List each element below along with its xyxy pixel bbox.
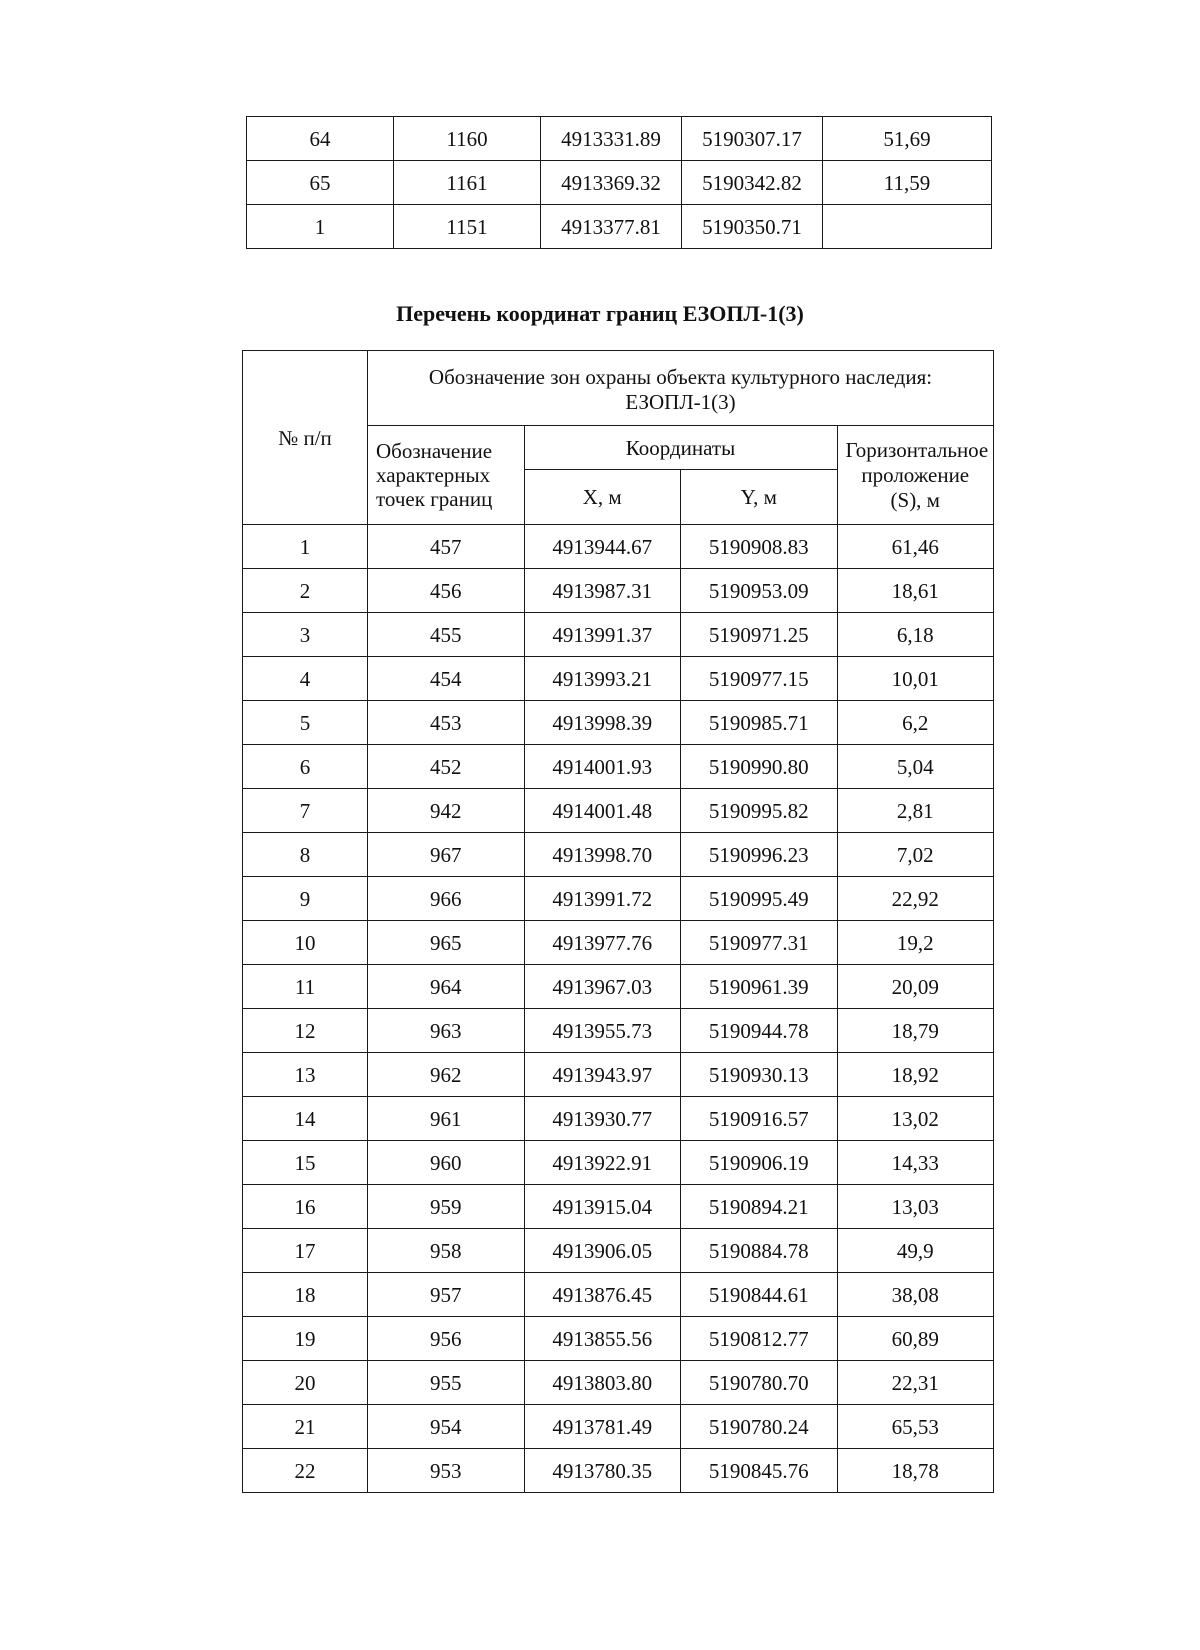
cell-y: 5190995.82 (681, 789, 838, 833)
cell-y: 5190894.21 (681, 1185, 838, 1229)
previous-coordinates-table-body (247, 117, 992, 249)
cell-distance: 38,08 (837, 1273, 994, 1317)
cell-point-id: 452 (368, 745, 525, 789)
cell-x: 4913377.81 (541, 205, 682, 249)
table-row (243, 745, 994, 789)
cell-x: 4913855.56 (524, 1317, 681, 1361)
cell-row-number: 9 (243, 877, 368, 921)
cell-y: 5190342.82 (682, 161, 823, 205)
cell-y: 5190961.39 (681, 965, 838, 1009)
cell-point-id: 957 (368, 1273, 525, 1317)
cell-row-number: 64 (247, 117, 394, 161)
table-row (247, 117, 992, 161)
cell-x: 4913998.39 (524, 701, 681, 745)
table-row (243, 1097, 994, 1141)
cell-x: 4913930.77 (524, 1097, 681, 1141)
cell-row-number: 8 (243, 833, 368, 877)
cell-point-id: 959 (368, 1185, 525, 1229)
previous-coordinates-table (246, 116, 992, 249)
cell-distance: 18,61 (837, 569, 994, 613)
cell-distance: 11,59 (823, 161, 992, 205)
cell-point-id: 455 (368, 613, 525, 657)
table-row (243, 1449, 994, 1493)
cell-x: 4913987.31 (524, 569, 681, 613)
cell-y: 5190884.78 (681, 1229, 838, 1273)
cell-x: 4913943.97 (524, 1053, 681, 1097)
cell-y: 5190780.70 (681, 1361, 838, 1405)
cell-distance: 51,69 (823, 117, 992, 161)
cell-x: 4913331.89 (541, 117, 682, 161)
cell-row-number: 4 (243, 657, 368, 701)
cell-point-id: 953 (368, 1449, 525, 1493)
cell-distance: 18,92 (837, 1053, 994, 1097)
cell-row-number: 19 (243, 1317, 368, 1361)
cell-y: 5190977.31 (681, 921, 838, 965)
table-row (247, 161, 992, 205)
cell-distance: 7,02 (837, 833, 994, 877)
header-coordinates: Координаты (524, 426, 837, 470)
cell-row-number: 1 (243, 525, 368, 569)
cell-x: 4913915.04 (524, 1185, 681, 1229)
cell-distance: 49,9 (837, 1229, 994, 1273)
table-row (243, 1185, 994, 1229)
cell-y: 5190844.61 (681, 1273, 838, 1317)
cell-row-number: 15 (243, 1141, 368, 1185)
cell-y: 5190906.19 (681, 1141, 838, 1185)
cell-point-id: 955 (368, 1361, 525, 1405)
cell-point-id: 962 (368, 1053, 525, 1097)
cell-y: 5190916.57 (681, 1097, 838, 1141)
cell-point-id: 454 (368, 657, 525, 701)
cell-row-number: 20 (243, 1361, 368, 1405)
table-row (243, 833, 994, 877)
cell-x: 4914001.48 (524, 789, 681, 833)
header-y: Y, м (681, 470, 838, 525)
cell-x: 4913803.80 (524, 1361, 681, 1405)
table-row (243, 1405, 994, 1449)
table-row (243, 877, 994, 921)
cell-row-number: 18 (243, 1273, 368, 1317)
cell-distance: 65,53 (837, 1405, 994, 1449)
cell-y: 5190990.80 (681, 745, 838, 789)
cell-row-number: 13 (243, 1053, 368, 1097)
cell-x: 4913944.67 (524, 525, 681, 569)
cell-x: 4913876.45 (524, 1273, 681, 1317)
cell-point-id: 960 (368, 1141, 525, 1185)
cell-y: 5190985.71 (681, 701, 838, 745)
cell-distance: 10,01 (837, 657, 994, 701)
cell-row-number: 2 (243, 569, 368, 613)
cell-point-id: 1151 (394, 205, 541, 249)
cell-x: 4913967.03 (524, 965, 681, 1009)
cell-row-number: 22 (243, 1449, 368, 1493)
cell-y: 5190995.49 (681, 877, 838, 921)
cell-y: 5190971.25 (681, 613, 838, 657)
cell-row-number: 10 (243, 921, 368, 965)
cell-point-id: 453 (368, 701, 525, 745)
cell-y: 5190977.15 (681, 657, 838, 701)
section-title: Перечень координат границ ЕЗОПЛ-1(3) (396, 301, 804, 326)
cell-x: 4913369.32 (541, 161, 682, 205)
cell-row-number: 11 (243, 965, 368, 1009)
cell-distance: 22,92 (837, 877, 994, 921)
cell-y: 5190930.13 (681, 1053, 838, 1097)
cell-row-number: 16 (243, 1185, 368, 1229)
cell-x: 4913781.49 (524, 1405, 681, 1449)
cell-y: 5190908.83 (681, 525, 838, 569)
cell-point-id: 1160 (394, 117, 541, 161)
cell-distance: 6,2 (837, 701, 994, 745)
cell-y: 5190780.24 (681, 1405, 838, 1449)
cell-distance: 61,46 (837, 525, 994, 569)
cell-distance: 5,04 (837, 745, 994, 789)
cell-y: 5190845.76 (681, 1449, 838, 1493)
cell-row-number: 14 (243, 1097, 368, 1141)
cell-distance: 20,09 (837, 965, 994, 1009)
cell-x: 4913955.73 (524, 1009, 681, 1053)
cell-row-number: 12 (243, 1009, 368, 1053)
cell-row-number: 21 (243, 1405, 368, 1449)
cell-distance: 14,33 (837, 1141, 994, 1185)
cell-row-number: 6 (243, 745, 368, 789)
cell-point-id: 954 (368, 1405, 525, 1449)
header-zone-designation: Обозначение зон охраны объекта культурного наследия: ЕЗОПЛ-1(3) (368, 351, 994, 426)
cell-distance: 13,03 (837, 1185, 994, 1229)
cell-distance: 19,2 (837, 921, 994, 965)
cell-x: 4913906.05 (524, 1229, 681, 1273)
table-row (243, 1053, 994, 1097)
cell-x: 4913991.37 (524, 613, 681, 657)
cell-row-number: 3 (243, 613, 368, 657)
cell-distance: 18,78 (837, 1449, 994, 1493)
table-body (243, 525, 994, 1493)
ezopl-coordinates-table (242, 350, 994, 1493)
table-row (243, 613, 994, 657)
cell-y: 5190944.78 (681, 1009, 838, 1053)
cell-point-id: 457 (368, 525, 525, 569)
cell-point-id: 956 (368, 1317, 525, 1361)
cell-point-id: 961 (368, 1097, 525, 1141)
cell-point-id: 965 (368, 921, 525, 965)
cell-y: 5190953.09 (681, 569, 838, 613)
table-row (243, 525, 994, 569)
header-x: X, м (524, 470, 681, 525)
cell-point-id: 1161 (394, 161, 541, 205)
header-point-designation: Обозначение характерных точек границ (368, 426, 525, 525)
cell-point-id: 966 (368, 877, 525, 921)
cell-point-id: 963 (368, 1009, 525, 1053)
cell-distance: 60,89 (837, 1317, 994, 1361)
cell-point-id: 967 (368, 833, 525, 877)
cell-row-number: 1 (247, 205, 394, 249)
header-row-number: № п/п (243, 351, 368, 525)
cell-distance: 22,31 (837, 1361, 994, 1405)
cell-x: 4913993.21 (524, 657, 681, 701)
cell-row-number: 65 (247, 161, 394, 205)
cell-distance: 2,81 (837, 789, 994, 833)
cell-row-number: 17 (243, 1229, 368, 1273)
cell-x: 4913991.72 (524, 877, 681, 921)
cell-x: 4913922.91 (524, 1141, 681, 1185)
cell-y: 5190812.77 (681, 1317, 838, 1361)
header-horizontal-distance: Горизонтальное проложение (S), м (837, 426, 994, 525)
table-row (243, 1009, 994, 1053)
cell-x: 4914001.93 (524, 745, 681, 789)
table-row (247, 205, 992, 249)
cell-point-id: 942 (368, 789, 525, 833)
table-row (243, 569, 994, 613)
table-row (243, 1141, 994, 1185)
table-row (243, 789, 994, 833)
cell-distance: 13,02 (837, 1097, 994, 1141)
cell-point-id: 964 (368, 965, 525, 1009)
cell-x: 4913780.35 (524, 1449, 681, 1493)
cell-point-id: 456 (368, 569, 525, 613)
cell-point-id: 958 (368, 1229, 525, 1273)
table-row (243, 701, 994, 745)
cell-x: 4913998.70 (524, 833, 681, 877)
cell-row-number: 5 (243, 701, 368, 745)
table-row (243, 921, 994, 965)
cell-y: 5190996.23 (681, 833, 838, 877)
table-header (243, 351, 994, 525)
table-row (243, 965, 994, 1009)
cell-y: 5190350.71 (682, 205, 823, 249)
table-row (243, 1229, 994, 1273)
table-row (243, 1361, 994, 1405)
cell-distance: 6,18 (837, 613, 994, 657)
cell-y: 5190307.17 (682, 117, 823, 161)
table-row (243, 657, 994, 701)
cell-x: 4913977.76 (524, 921, 681, 965)
table-row (243, 1317, 994, 1361)
cell-distance (823, 205, 992, 249)
cell-distance: 18,79 (837, 1009, 994, 1053)
table-row (243, 1273, 994, 1317)
cell-row-number: 7 (243, 789, 368, 833)
